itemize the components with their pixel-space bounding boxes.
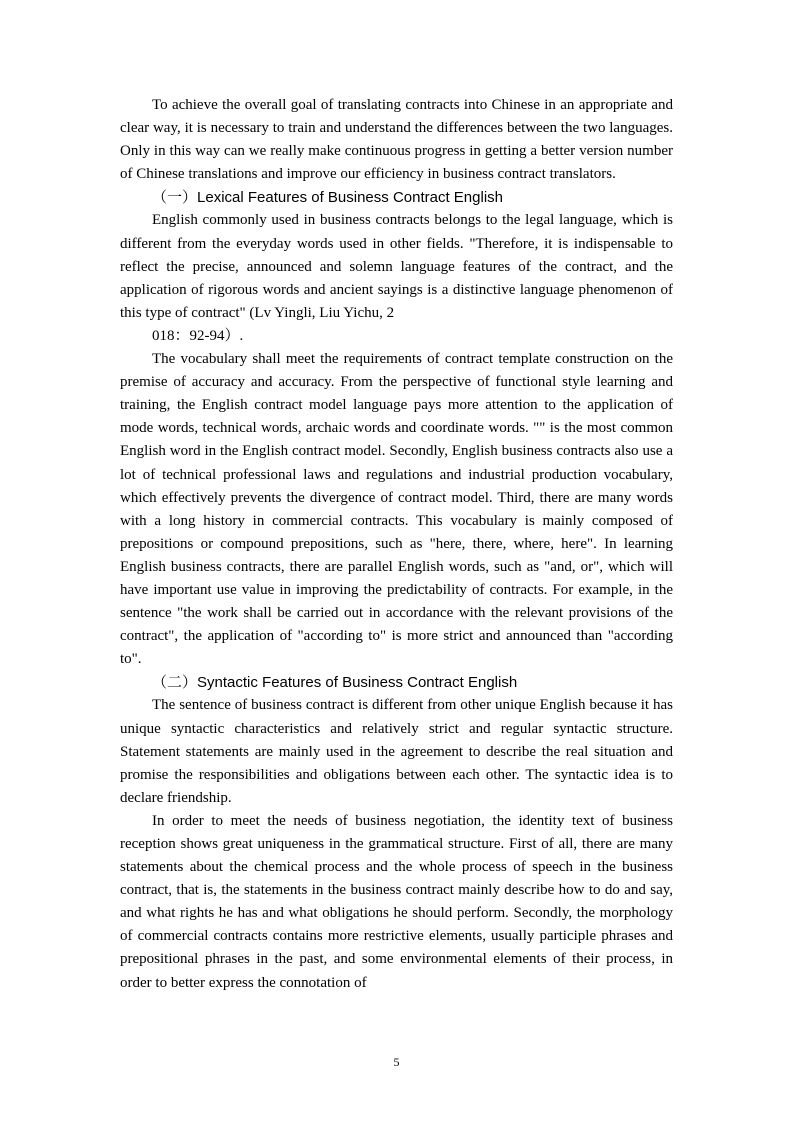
section-heading-syntactic [120,671,673,694]
paragraph-legal-language: English commonly used in business contracts belongs to the legal language, which is different from the everyday words used in other fields. "Therefore, it is indispensable to reflect the precise, announced and solemn language features of the contract, and the application of rigorous words and ancient sayings is a distinctive language phenomenon of this type of contract" (Lv Yingli, Liu Yichu, 2 [120,212,673,321]
paragraph-grammatical-structure: In order to meet the needs of business negotiation, the identity text of business reception shows great uniqueness in the grammatical structure. First of all, there are many statements about the chemical process and the whole process of speech in the business contract, that is, the statements in the business contract mainly describe how to do and say, and what rights he has and what obligations he should perform. Secondly, the morphology of commercial contracts contains more restrictive elements, usually participle phrases and prepositional phrases in the past, and some environmental elements of their process, in order to better express the connotation of [120,812,673,991]
body-text [120,94,673,995]
section-heading-lexical [120,186,673,209]
paragraph-sentence-features: The sentence of business contract is different from other unique English because it has unique syntactic characteristics and relatively strict and regular syntactic structure. Statement statements are mainly used in the agreement to describe the real situation and promise the responsibilities and obligations between each other. The syntactic idea is to declare friendship. [120,697,673,806]
heading-number: （二） [152,673,198,692]
heading-number: （一） [152,188,198,207]
paragraph-citation-continuation: 018：92-94）. [152,327,244,344]
paragraph-intro: To achieve the overall goal of translating contracts into Chinese in an appropriate and clear way, it is necessary to train and understand the differences between the two languages. Only in this way can we really make continuous progress in getting a better version number of Chinese translations and improve our efficiency in business contract translators. [120,97,673,183]
paragraph-vocabulary: The vocabulary shall meet the requirements of contract template construction on the premise of accuracy and accuracy. From the perspective of functional style learning and training, the English contract model language pays more attention to the application of mode words, technical words, archaic words and coordinate words. "" is the most common English word in the English contract model. Secondly, English business contracts also use a lot of technical professional laws and regulations and industrial production vocabulary, which effectively prevents the divergence of contract model. Third, there are many words with a long history in commercial contracts. This vocabulary is mainly composed of prepositions or compound prepositions, such as "here, there, where, here". In learning English business contracts, there are parallel English words, such as "and, or", which will have important use value in improving the predictability of contracts. For example, in the sentence "the work shall be carried out in accordance with the relevant provisions of the contract", the application of "according to" is more strict and announced than "according to". [120,351,673,668]
heading-text: Lexical Features of Business Contract English [197,189,503,207]
heading-text: Syntactic Features of Business Contract English [197,674,518,692]
page-number: 5 [393,1055,400,1069]
